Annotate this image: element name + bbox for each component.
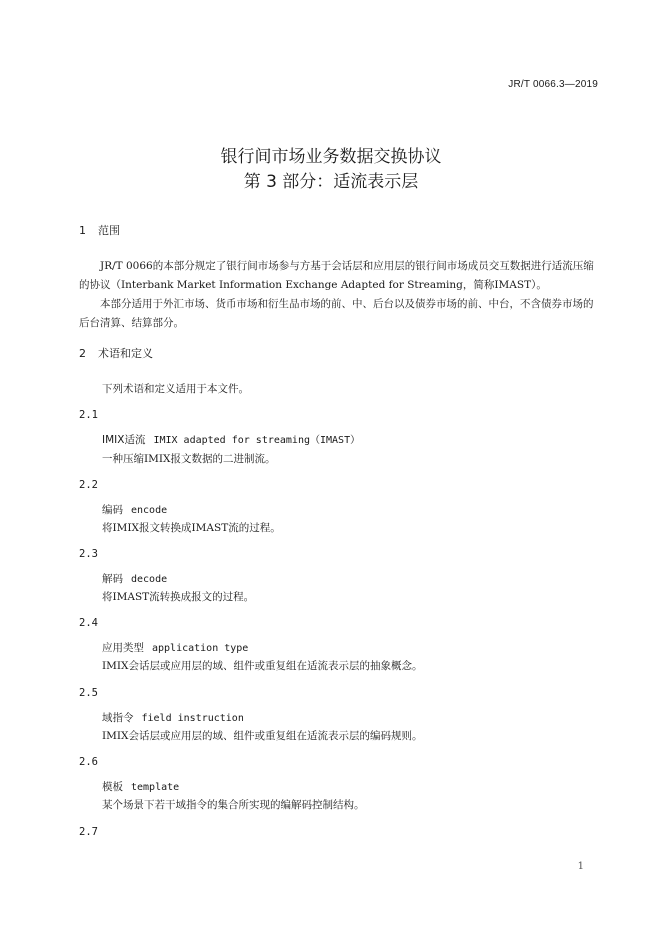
term-definition: IMIX会话层或应用层的域、组件或重复组在适流表示层的抽象概念。: [102, 660, 423, 672]
term-cn: IMIX适流: [102, 434, 146, 446]
clause-number: 2.7: [79, 826, 98, 838]
term-definition: 某个场景下若干域指令的集合所实现的编解码控制结构。: [102, 799, 365, 811]
standard-code: JR/T 0066.3—2019: [508, 79, 598, 90]
term-cn: 解码: [102, 573, 123, 585]
section-title: 范围: [98, 224, 120, 237]
clause-number: 2.6: [79, 756, 98, 768]
paragraph: 本部分适用于外汇市场、货币市场和衍生品市场的前、中、后台以及债券市场的前、中台，不含债券市场的后台清算、结算部分。: [79, 298, 594, 329]
page-number: 1: [577, 861, 584, 872]
clause-number: 2.2: [79, 479, 98, 491]
term-definition: 一种压缩IMIX报文数据的二进制流。: [102, 453, 276, 465]
term-en: decode: [131, 574, 168, 585]
term-cn: 应用类型: [102, 642, 144, 654]
term-cn: 域指令: [102, 712, 134, 724]
clause-number: 2.5: [79, 687, 98, 699]
section-title: 术语和定义: [98, 347, 153, 360]
clause-number: 2.1: [79, 409, 98, 421]
term-en: template: [131, 782, 180, 793]
paragraph: JR/T 0066的本部分规定了银行间市场参与方基于会话层和应用层的银行间市场成员交互数据进行适流压缩的协议（Interbank Market Information Exchange Adapted for Streaming，简称IMAST）。: [79, 260, 594, 291]
section-intro: 下列术语和定义适用于本文件。: [102, 383, 249, 395]
clause-number: 2.4: [79, 617, 98, 629]
document-title: 银行间市场业务数据交换协议: [220, 147, 442, 167]
clause-number: 2.3: [79, 548, 98, 560]
term-entry: [102, 711, 244, 726]
term-en: field instruction: [141, 713, 244, 724]
term-definition: IMIX会话层或应用层的域、组件或重复组在适流表示层的编码规则。: [102, 730, 423, 742]
section-heading: [79, 224, 120, 238]
term-entry: [102, 641, 248, 656]
section-number: 1: [79, 224, 86, 237]
term-en: encode: [131, 505, 168, 516]
term-definition: 将IMAST流转换成报文的过程。: [102, 591, 255, 603]
term-entry: [102, 503, 167, 518]
document-subtitle: 第 3 部分：适流表示层: [243, 172, 419, 192]
term-en: application type: [152, 643, 249, 654]
term-definition: 将IMIX报文转换成IMAST流的过程。: [102, 522, 281, 534]
section-heading: [79, 347, 153, 361]
section-number: 2: [79, 347, 86, 360]
term-cn: 编码: [102, 504, 123, 516]
term-entry: [102, 433, 360, 448]
term-entry: [102, 780, 179, 795]
term-en: IMIX adapted for streaming（IMAST）: [153, 435, 361, 446]
term-cn: 模板: [102, 781, 123, 793]
term-entry: [102, 572, 167, 587]
